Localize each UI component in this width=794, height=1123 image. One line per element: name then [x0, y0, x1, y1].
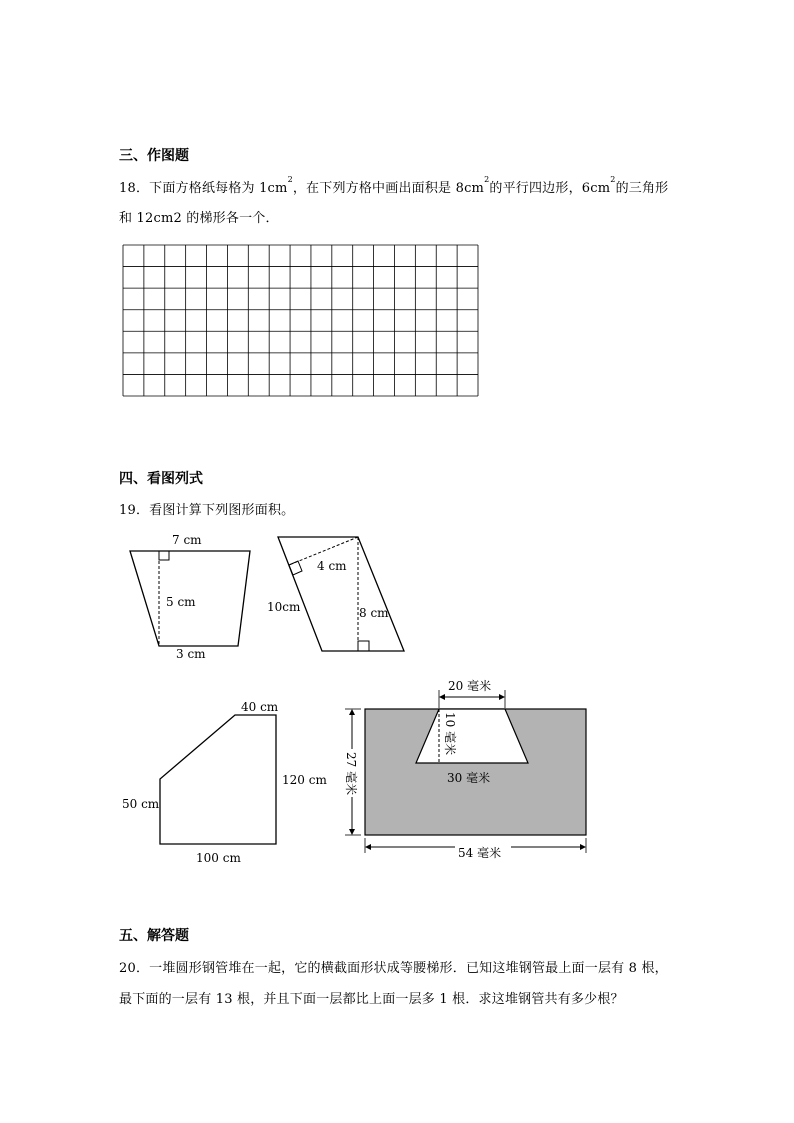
- right-angle-mark: [358, 641, 369, 651]
- figure-rectangle-with-trapezoid: [335, 672, 595, 872]
- question-20-line-2: 最下面的一层有 13 根，并且下面一层都比上面一层多 1 根．求这堆钢管共有多少根？: [119, 992, 624, 1007]
- question-18-line-2: 和 12cm2 的梯形各一个．: [119, 211, 279, 226]
- fig2-height-inner-label: 4 cm: [317, 559, 347, 573]
- figure-parallelogram: [262, 528, 412, 658]
- right-angle-mark: [289, 561, 302, 575]
- fig4-hole-height-label: 10 毫米: [443, 712, 457, 756]
- arrow-head: [580, 844, 586, 850]
- pentagon-shape: [160, 715, 276, 844]
- fig2-height-right-label: 8 cm: [359, 606, 389, 620]
- section-4-heading: 四、看图列式: [119, 471, 203, 487]
- fig4-width-label: 54 毫米: [458, 846, 502, 860]
- fig1-height-label: 5 cm: [166, 595, 196, 609]
- fig4-top-label: 20 毫米: [448, 679, 492, 693]
- right-angle-mark: [159, 551, 169, 560]
- fig2-side-label: 10cm: [267, 600, 301, 614]
- q18-text-a: 18．下面方格纸每格为 1cm: [119, 181, 288, 196]
- q18-sup-1: 2: [287, 175, 293, 184]
- arrow-head: [439, 694, 445, 700]
- arrow-head: [349, 829, 355, 835]
- section-5-heading: 五、解答题: [119, 928, 189, 944]
- arrow-head: [365, 844, 371, 850]
- q18-text-d: 的三角形: [615, 181, 669, 196]
- fig3-top-label: 40 cm: [241, 700, 279, 714]
- figure-trapezoid: [120, 528, 260, 664]
- parallelogram-shape: [278, 537, 404, 651]
- question-19-text: 19．看图计算下列图形面积。: [119, 503, 295, 518]
- q18-text-b: ，在下列方格中画出面积是 8cm: [292, 181, 485, 196]
- fig4-height-label: 27 毫米: [344, 752, 358, 796]
- arrow-head: [349, 709, 355, 715]
- fig3-bottom-label: 100 cm: [196, 851, 241, 865]
- q18-text-c: 的平行四边形，6cm: [489, 181, 611, 196]
- fig4-hole-bottom-label: 30 毫米: [447, 771, 491, 785]
- figure-pentagon: [118, 695, 333, 871]
- arrow-head: [499, 694, 505, 700]
- section-3-heading: 三、作图题: [119, 148, 189, 164]
- q18-sup-3: 2: [610, 175, 616, 184]
- fig1-bottom-label: 3 cm: [176, 647, 206, 661]
- fig3-right-label: 120 cm: [282, 773, 327, 787]
- fig1-top-label: 7 cm: [172, 533, 202, 547]
- question-20-line-1: 20．一堆圆形钢管堆在一起，它的横截面形状成等腰梯形．已知这堆钢管最上面一层有 8 根，: [119, 961, 668, 976]
- fig3-left-label: 50 cm: [122, 797, 160, 811]
- q18-sup-2: 2: [484, 175, 490, 184]
